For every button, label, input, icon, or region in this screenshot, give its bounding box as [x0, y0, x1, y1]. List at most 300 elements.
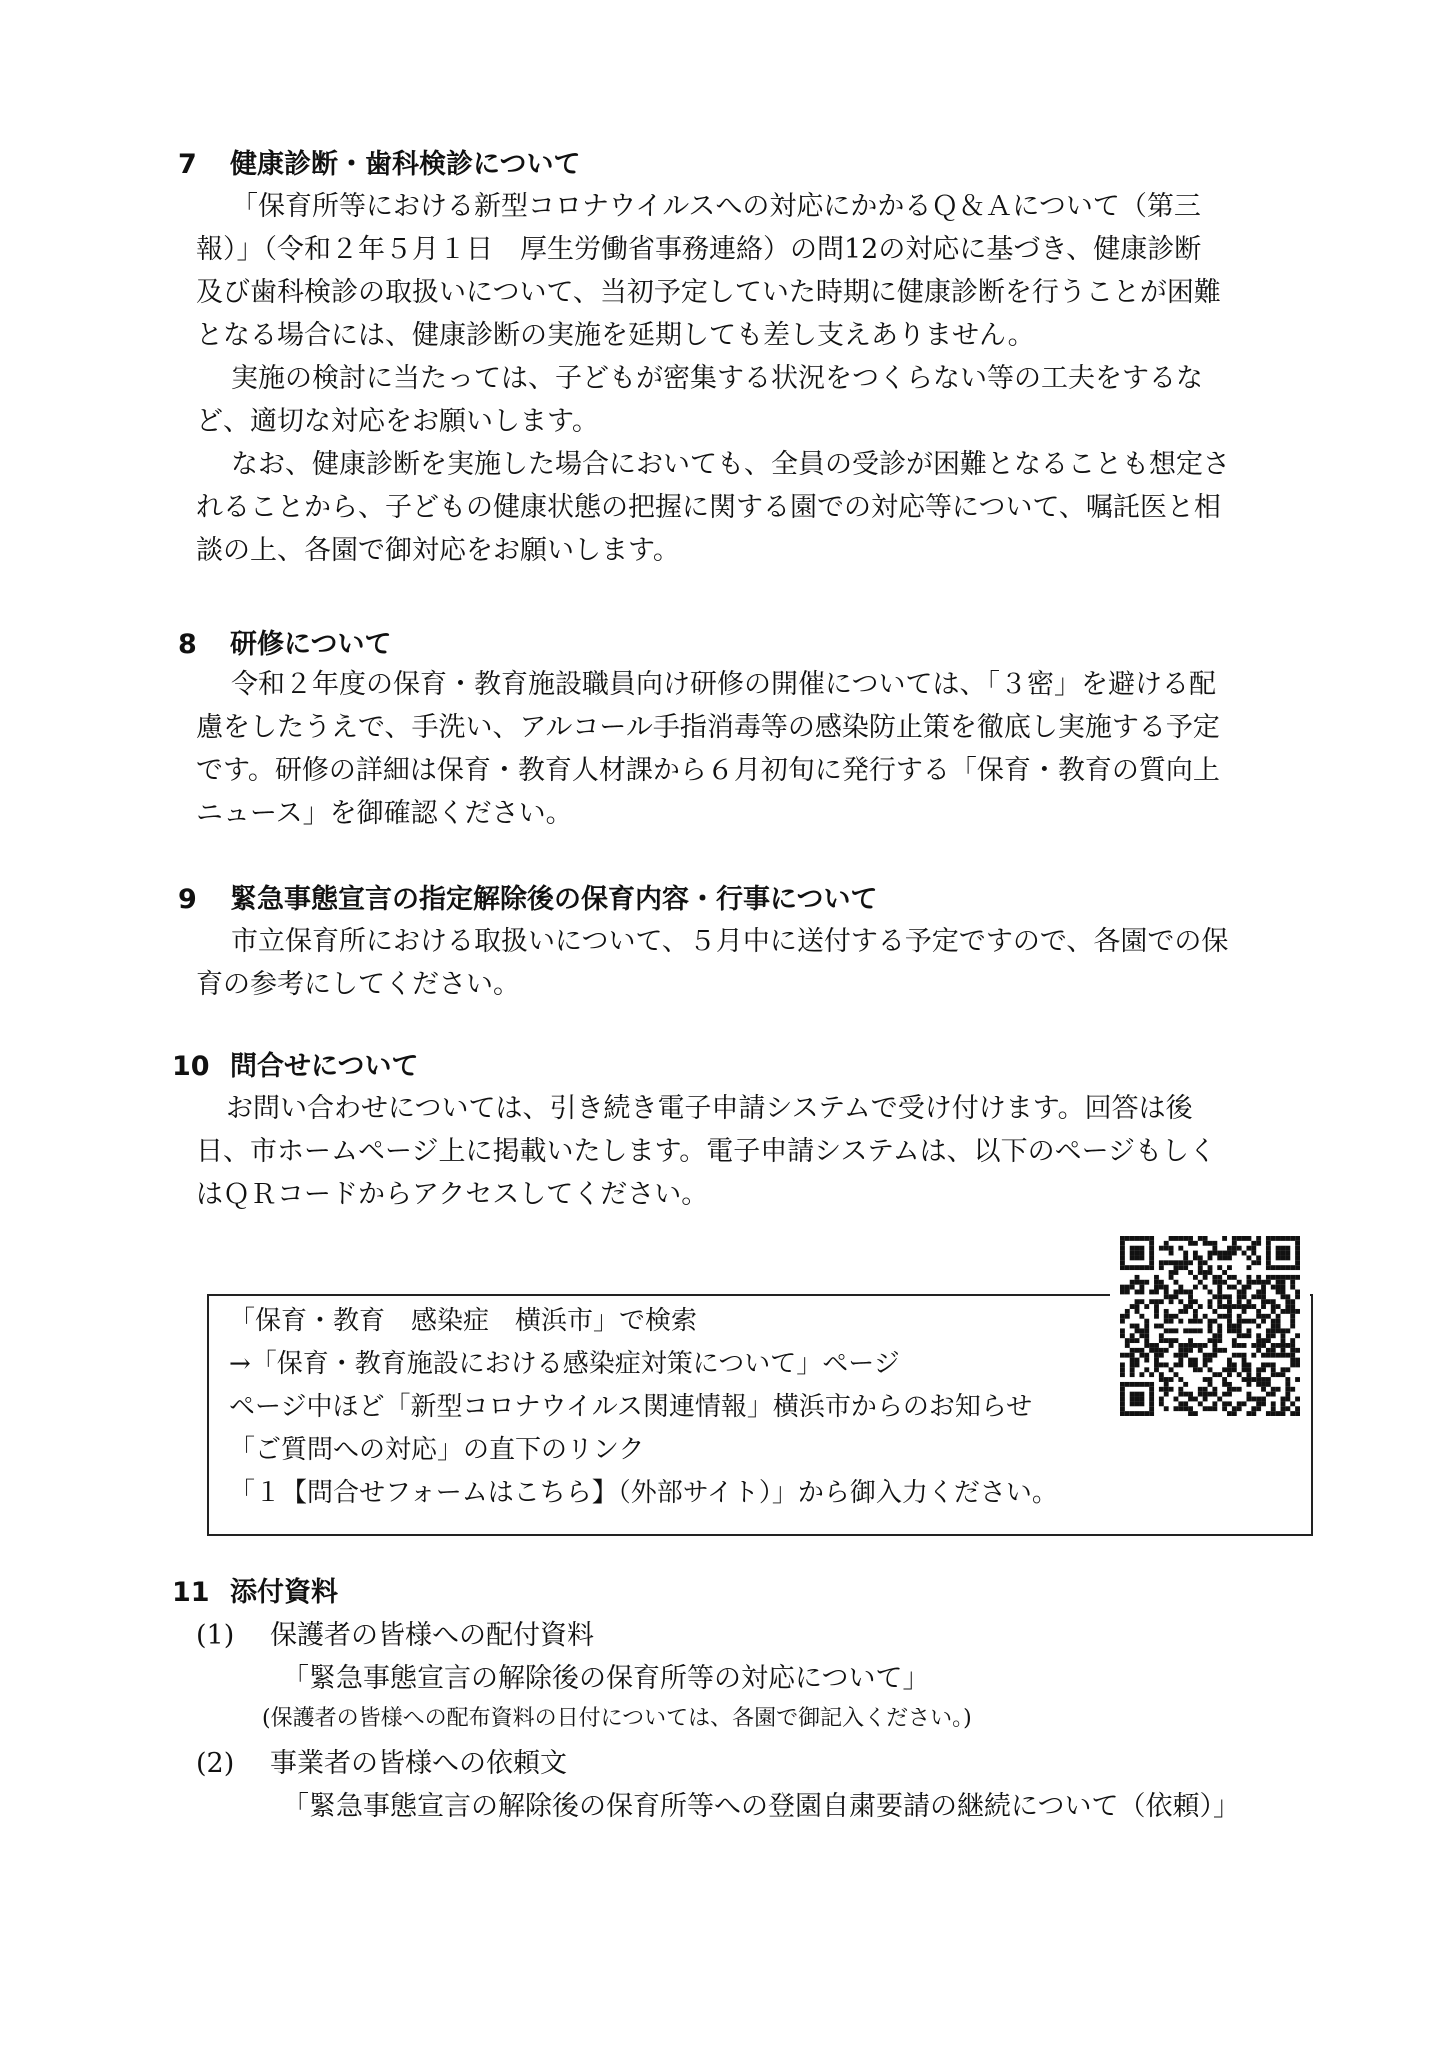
qr-module — [1227, 1367, 1232, 1372]
qr-module — [1242, 1319, 1247, 1324]
qr-module — [1178, 1401, 1183, 1406]
qr-module — [1295, 1294, 1300, 1299]
qr-module — [1188, 1406, 1193, 1411]
qr-module — [1120, 1260, 1125, 1265]
qr-module — [1178, 1377, 1183, 1382]
qr-module — [1237, 1319, 1242, 1324]
qr-module — [1183, 1265, 1188, 1270]
qr-module — [1290, 1401, 1295, 1406]
qr-module — [1193, 1314, 1198, 1319]
qr-module — [1208, 1406, 1213, 1411]
qr-module — [1135, 1236, 1140, 1241]
qr-module — [1290, 1265, 1295, 1270]
qr-module — [1212, 1348, 1217, 1353]
qr-module — [1120, 1314, 1125, 1319]
qr-module — [1164, 1328, 1169, 1333]
qr-module — [1232, 1304, 1237, 1309]
qr-module — [1281, 1290, 1286, 1295]
qr-module — [1246, 1280, 1251, 1285]
qr-module — [1174, 1362, 1179, 1367]
qr-module — [1203, 1362, 1208, 1367]
attachment-document-1: 「緊急事態宣言の解除後の保育所等の対応について」 — [282, 1663, 930, 1694]
qr-module — [1285, 1294, 1290, 1299]
qr-module — [1276, 1343, 1281, 1348]
qr-module — [1281, 1265, 1286, 1270]
qr-module — [1154, 1275, 1159, 1280]
qr-module — [1125, 1411, 1130, 1416]
qr-module — [1256, 1294, 1261, 1299]
qr-module — [1295, 1236, 1300, 1241]
qr-module — [1290, 1299, 1295, 1304]
qr-module — [1242, 1401, 1247, 1406]
qr-module — [1237, 1353, 1242, 1358]
qr-module — [1193, 1319, 1198, 1324]
qr-module — [1159, 1299, 1164, 1304]
qr-module — [1120, 1251, 1125, 1256]
qr-module — [1135, 1304, 1140, 1309]
qr-module — [1266, 1377, 1271, 1382]
qr-module — [1242, 1353, 1247, 1358]
qr-module — [1281, 1251, 1286, 1256]
qr-module — [1169, 1328, 1174, 1333]
qr-module — [1281, 1338, 1286, 1343]
qr-module — [1281, 1353, 1286, 1358]
qr-module — [1271, 1343, 1276, 1348]
qr-module — [1169, 1260, 1174, 1265]
qr-module — [1188, 1338, 1193, 1343]
qr-module — [1276, 1324, 1281, 1329]
qr-module — [1125, 1338, 1130, 1343]
qr-module — [1208, 1367, 1213, 1372]
qr-module — [1227, 1285, 1232, 1290]
qr-module — [1135, 1401, 1140, 1406]
qr-module — [1159, 1285, 1164, 1290]
qr-module — [1217, 1338, 1222, 1343]
qr-module — [1149, 1255, 1154, 1260]
qr-module — [1266, 1314, 1271, 1319]
qr-module — [1169, 1343, 1174, 1348]
qr-module — [1144, 1338, 1149, 1343]
qr-code-icon[interactable] — [1120, 1236, 1300, 1416]
qr-module — [1217, 1265, 1222, 1270]
qr-module — [1164, 1294, 1169, 1299]
qr-module — [1130, 1304, 1135, 1309]
qr-module — [1208, 1377, 1213, 1382]
qr-module — [1203, 1236, 1208, 1241]
qr-module — [1227, 1372, 1232, 1377]
qr-module — [1222, 1348, 1227, 1353]
qr-module — [1222, 1406, 1227, 1411]
qr-module — [1256, 1260, 1261, 1265]
qr-module — [1276, 1255, 1281, 1260]
qr-module — [1271, 1236, 1276, 1241]
qr-module — [1164, 1406, 1169, 1411]
qr-module — [1271, 1328, 1276, 1333]
qr-module — [1130, 1397, 1135, 1402]
qr-module — [1125, 1314, 1130, 1319]
qr-module — [1256, 1406, 1261, 1411]
qr-module — [1290, 1236, 1295, 1241]
section-title: 緊急事態宣言の指定解除後の保育内容・行事について — [230, 884, 878, 915]
qr-module — [1232, 1362, 1237, 1367]
qr-module — [1144, 1328, 1149, 1333]
qr-module — [1144, 1333, 1149, 1338]
qr-module — [1120, 1265, 1125, 1270]
qr-module — [1198, 1280, 1203, 1285]
qr-module — [1256, 1348, 1261, 1353]
qr-module — [1203, 1397, 1208, 1402]
qr-module — [1178, 1285, 1183, 1290]
qr-module — [1242, 1251, 1247, 1256]
qr-module — [1290, 1348, 1295, 1353]
section-7-paragraph-1: 「保育所等における新型コロナウイルスへの対応にかかるＱ＆Ａについて（第三 報）」（令和２年５月１日 厚生労働省事務連絡）の問12の対応に基づき、健康診断 及び歯科検診の取扱いについて、当初予定していた時期に健康診断を行うことが困難 となる場合には、健康診断の実施を延期しても差し支えありません。 — [196, 191, 1221, 351]
qr-module — [1251, 1294, 1256, 1299]
qr-module — [1135, 1397, 1140, 1402]
qr-module — [1242, 1362, 1247, 1367]
qr-module — [1203, 1260, 1208, 1265]
attachment-note-1: (保護者の皆様への配布資料の日付については、各園で御記入ください。) — [262, 1706, 972, 1731]
qr-module — [1285, 1397, 1290, 1402]
qr-module — [1159, 1246, 1164, 1251]
qr-module — [1237, 1294, 1242, 1299]
qr-module — [1251, 1251, 1256, 1256]
qr-module — [1188, 1328, 1193, 1333]
qr-module — [1271, 1299, 1276, 1304]
qr-module — [1217, 1372, 1222, 1377]
qr-module — [1198, 1255, 1203, 1260]
qr-module — [1256, 1372, 1261, 1377]
qr-module — [1290, 1362, 1295, 1367]
qr-module — [1144, 1319, 1149, 1324]
qr-module — [1261, 1294, 1266, 1299]
qr-module — [1266, 1338, 1271, 1343]
qr-module — [1246, 1299, 1251, 1304]
qr-module — [1183, 1382, 1188, 1387]
qr-module — [1198, 1348, 1203, 1353]
qr-module — [1285, 1304, 1290, 1309]
qr-module — [1174, 1353, 1179, 1358]
qr-module — [1154, 1309, 1159, 1314]
qr-module — [1183, 1392, 1188, 1397]
qr-module — [1271, 1275, 1276, 1280]
qr-module — [1271, 1401, 1276, 1406]
qr-module — [1212, 1392, 1217, 1397]
qr-module — [1208, 1338, 1213, 1343]
qr-module — [1203, 1275, 1208, 1280]
qr-module — [1276, 1411, 1281, 1416]
qr-module — [1130, 1411, 1135, 1416]
qr-module — [1242, 1309, 1247, 1314]
qr-module — [1251, 1397, 1256, 1402]
qr-module — [1266, 1280, 1271, 1285]
qr-module — [1120, 1246, 1125, 1251]
qr-module — [1295, 1260, 1300, 1265]
qr-module — [1237, 1314, 1242, 1319]
qr-module — [1139, 1353, 1144, 1358]
qr-module — [1261, 1338, 1266, 1343]
qr-module — [1266, 1260, 1271, 1265]
qr-module — [1188, 1241, 1193, 1246]
qr-module — [1290, 1280, 1295, 1285]
qr-module — [1266, 1333, 1271, 1338]
qr-module — [1222, 1270, 1227, 1275]
qr-module — [1178, 1348, 1183, 1353]
qr-module — [1295, 1406, 1300, 1411]
qr-module — [1271, 1265, 1276, 1270]
qr-module — [1222, 1280, 1227, 1285]
qr-module — [1203, 1392, 1208, 1397]
attachment-number: (2) — [196, 1748, 235, 1779]
qr-module — [1125, 1236, 1130, 1241]
qr-module — [1130, 1324, 1135, 1329]
section-number: 9 — [178, 884, 197, 915]
qr-module — [1227, 1299, 1232, 1304]
qr-module — [1193, 1309, 1198, 1314]
qr-module — [1174, 1338, 1179, 1343]
qr-module — [1256, 1377, 1261, 1382]
qr-module — [1246, 1304, 1251, 1309]
qr-module — [1120, 1328, 1125, 1333]
qr-module — [1285, 1251, 1290, 1256]
qr-module — [1159, 1372, 1164, 1377]
qr-module — [1227, 1392, 1232, 1397]
qr-module — [1276, 1372, 1281, 1377]
qr-module — [1276, 1319, 1281, 1324]
qr-module — [1276, 1387, 1281, 1392]
qr-module — [1144, 1358, 1149, 1363]
qr-module — [1232, 1406, 1237, 1411]
qr-module — [1183, 1255, 1188, 1260]
qr-module — [1212, 1251, 1217, 1256]
qr-module — [1154, 1343, 1159, 1348]
qr-module — [1227, 1294, 1232, 1299]
qr-module — [1217, 1397, 1222, 1402]
qr-module — [1154, 1290, 1159, 1295]
instruction-line: ページ中ほど「新型コロナウイルス関連情報」横浜市からのお知らせ — [229, 1392, 1033, 1422]
qr-module — [1285, 1377, 1290, 1382]
qr-module — [1227, 1275, 1232, 1280]
qr-module — [1261, 1353, 1266, 1358]
qr-module — [1290, 1358, 1295, 1363]
attachment-document-2: 「緊急事態宣言の解除後の保育所等への登園自粛要請の継続について（依頼）」 — [282, 1791, 1240, 1822]
qr-module — [1261, 1290, 1266, 1295]
qr-module — [1242, 1367, 1247, 1372]
qr-module — [1178, 1353, 1183, 1358]
qr-module — [1227, 1358, 1232, 1363]
qr-module — [1174, 1328, 1179, 1333]
qr-module — [1281, 1333, 1286, 1338]
qr-module — [1130, 1333, 1135, 1338]
qr-module — [1208, 1353, 1213, 1358]
qr-module — [1120, 1241, 1125, 1246]
qr-module — [1159, 1397, 1164, 1402]
qr-module — [1295, 1275, 1300, 1280]
qr-module — [1227, 1314, 1232, 1319]
qr-module — [1178, 1343, 1183, 1348]
qr-module — [1183, 1401, 1188, 1406]
qr-module — [1261, 1304, 1266, 1309]
qr-module — [1212, 1353, 1217, 1358]
qr-module — [1120, 1285, 1125, 1290]
qr-module — [1222, 1377, 1227, 1382]
qr-module — [1139, 1285, 1144, 1290]
qr-module — [1237, 1401, 1242, 1406]
qr-module — [1281, 1255, 1286, 1260]
qr-module — [1149, 1265, 1154, 1270]
qr-module — [1149, 1411, 1154, 1416]
qr-module — [1271, 1319, 1276, 1324]
qr-module — [1261, 1319, 1266, 1324]
qr-module — [1164, 1309, 1169, 1314]
qr-module — [1261, 1362, 1266, 1367]
qr-module — [1164, 1290, 1169, 1295]
qr-module — [1149, 1290, 1154, 1295]
qr-module — [1159, 1362, 1164, 1367]
qr-module — [1276, 1251, 1281, 1256]
qr-module — [1120, 1367, 1125, 1372]
qr-module — [1295, 1246, 1300, 1251]
qr-module — [1130, 1362, 1135, 1367]
qr-module — [1164, 1338, 1169, 1343]
qr-module — [1266, 1241, 1271, 1246]
qr-module — [1144, 1382, 1149, 1387]
qr-module — [1208, 1290, 1213, 1295]
qr-module — [1285, 1382, 1290, 1387]
qr-module — [1120, 1353, 1125, 1358]
qr-module — [1139, 1392, 1144, 1397]
qr-module — [1164, 1387, 1169, 1392]
qr-module — [1242, 1358, 1247, 1363]
qr-module — [1261, 1314, 1266, 1319]
qr-module — [1271, 1372, 1276, 1377]
qr-module — [1125, 1343, 1130, 1348]
qr-module — [1139, 1382, 1144, 1387]
qr-module — [1193, 1358, 1198, 1363]
instruction-line: 「保育・教育 感染症 横浜市」で検索 — [229, 1306, 698, 1336]
qr-module — [1290, 1314, 1295, 1319]
section-7-paragraph-2: 実施の検討に当たっては、子どもが密集する状況をつくらない等の工夫をするな ど、適切な対応をお願いします。 — [196, 363, 1203, 437]
qr-module — [1256, 1401, 1261, 1406]
qr-module — [1295, 1241, 1300, 1246]
section-9-heading — [178, 877, 877, 916]
qr-module — [1242, 1290, 1247, 1295]
qr-module — [1256, 1255, 1261, 1260]
qr-module — [1159, 1265, 1164, 1270]
search-instructions — [229, 1300, 1058, 1515]
qr-module — [1149, 1392, 1154, 1397]
qr-module — [1183, 1406, 1188, 1411]
qr-module — [1256, 1382, 1261, 1387]
qr-module — [1266, 1353, 1271, 1358]
qr-module — [1276, 1280, 1281, 1285]
qr-module — [1174, 1265, 1179, 1270]
attachment-number: (1) — [196, 1620, 235, 1651]
qr-module — [1164, 1241, 1169, 1246]
qr-module — [1164, 1377, 1169, 1382]
qr-module — [1203, 1387, 1208, 1392]
qr-module — [1208, 1319, 1213, 1324]
qr-module — [1285, 1236, 1290, 1241]
section-number: 8 — [178, 629, 197, 660]
qr-module — [1193, 1343, 1198, 1348]
qr-module — [1246, 1367, 1251, 1372]
qr-module — [1193, 1251, 1198, 1256]
qr-module — [1183, 1343, 1188, 1348]
qr-module — [1154, 1299, 1159, 1304]
qr-module — [1125, 1285, 1130, 1290]
qr-module — [1271, 1333, 1276, 1338]
qr-module — [1290, 1319, 1295, 1324]
qr-module — [1295, 1255, 1300, 1260]
qr-module — [1256, 1333, 1261, 1338]
qr-module — [1212, 1294, 1217, 1299]
qr-module — [1198, 1328, 1203, 1333]
qr-module — [1212, 1246, 1217, 1251]
qr-module — [1295, 1290, 1300, 1295]
qr-module — [1295, 1333, 1300, 1338]
qr-module — [1188, 1392, 1193, 1397]
qr-module — [1193, 1411, 1198, 1416]
qr-module — [1188, 1260, 1193, 1265]
qr-module — [1178, 1236, 1183, 1241]
qr-module — [1135, 1299, 1140, 1304]
qr-module — [1237, 1246, 1242, 1251]
qr-module — [1203, 1406, 1208, 1411]
qr-module — [1256, 1309, 1261, 1314]
qr-module — [1237, 1290, 1242, 1295]
qr-module — [1169, 1314, 1174, 1319]
section-number: 10 — [172, 1051, 210, 1082]
qr-module — [1281, 1397, 1286, 1402]
qr-module — [1208, 1324, 1213, 1329]
qr-module — [1242, 1294, 1247, 1299]
qr-module — [1266, 1255, 1271, 1260]
qr-module — [1232, 1285, 1237, 1290]
qr-module — [1203, 1353, 1208, 1358]
section-8-heading — [178, 622, 391, 661]
qr-module — [1149, 1236, 1154, 1241]
qr-module — [1125, 1382, 1130, 1387]
qr-module — [1242, 1377, 1247, 1382]
qr-module — [1154, 1314, 1159, 1319]
qr-module — [1217, 1275, 1222, 1280]
qr-module — [1227, 1265, 1232, 1270]
qr-module — [1237, 1236, 1242, 1241]
qr-module — [1217, 1324, 1222, 1329]
qr-module — [1217, 1299, 1222, 1304]
qr-module — [1232, 1353, 1237, 1358]
qr-module — [1222, 1382, 1227, 1387]
qr-module — [1174, 1270, 1179, 1275]
qr-module — [1222, 1392, 1227, 1397]
qr-module — [1198, 1367, 1203, 1372]
qr-module — [1183, 1328, 1188, 1333]
qr-module — [1237, 1372, 1242, 1377]
qr-module — [1251, 1319, 1256, 1324]
qr-module — [1271, 1406, 1276, 1411]
qr-module — [1120, 1387, 1125, 1392]
qr-module — [1183, 1353, 1188, 1358]
qr-module — [1256, 1397, 1261, 1402]
qr-module — [1159, 1333, 1164, 1338]
qr-module — [1130, 1255, 1135, 1260]
qr-module — [1139, 1280, 1144, 1285]
section-7-paragraph-3: なお、健康診断を実施した場合においても、全員の受診が困難となることも想定さ れることから、子どもの健康状態の把握に関する園での対応等について、嘱託医と相 談の上、各園で御対応をお願いします。 — [196, 449, 1230, 566]
qr-module — [1256, 1290, 1261, 1295]
qr-module — [1285, 1255, 1290, 1260]
section-8-paragraph-1: 令和２年度の保育・教育施設職員向け研修の開催については、「３密」を避ける配 慮をしたうえで、手洗い、アルコール手指消毒等の感染防止策を徹底し実施する予定 です。研修の詳細は保育・教育人材課から６月初旬に発行する「保育・教育の質向上 ニュース」を御確認ください。 — [196, 669, 1220, 829]
qr-module — [1198, 1304, 1203, 1309]
